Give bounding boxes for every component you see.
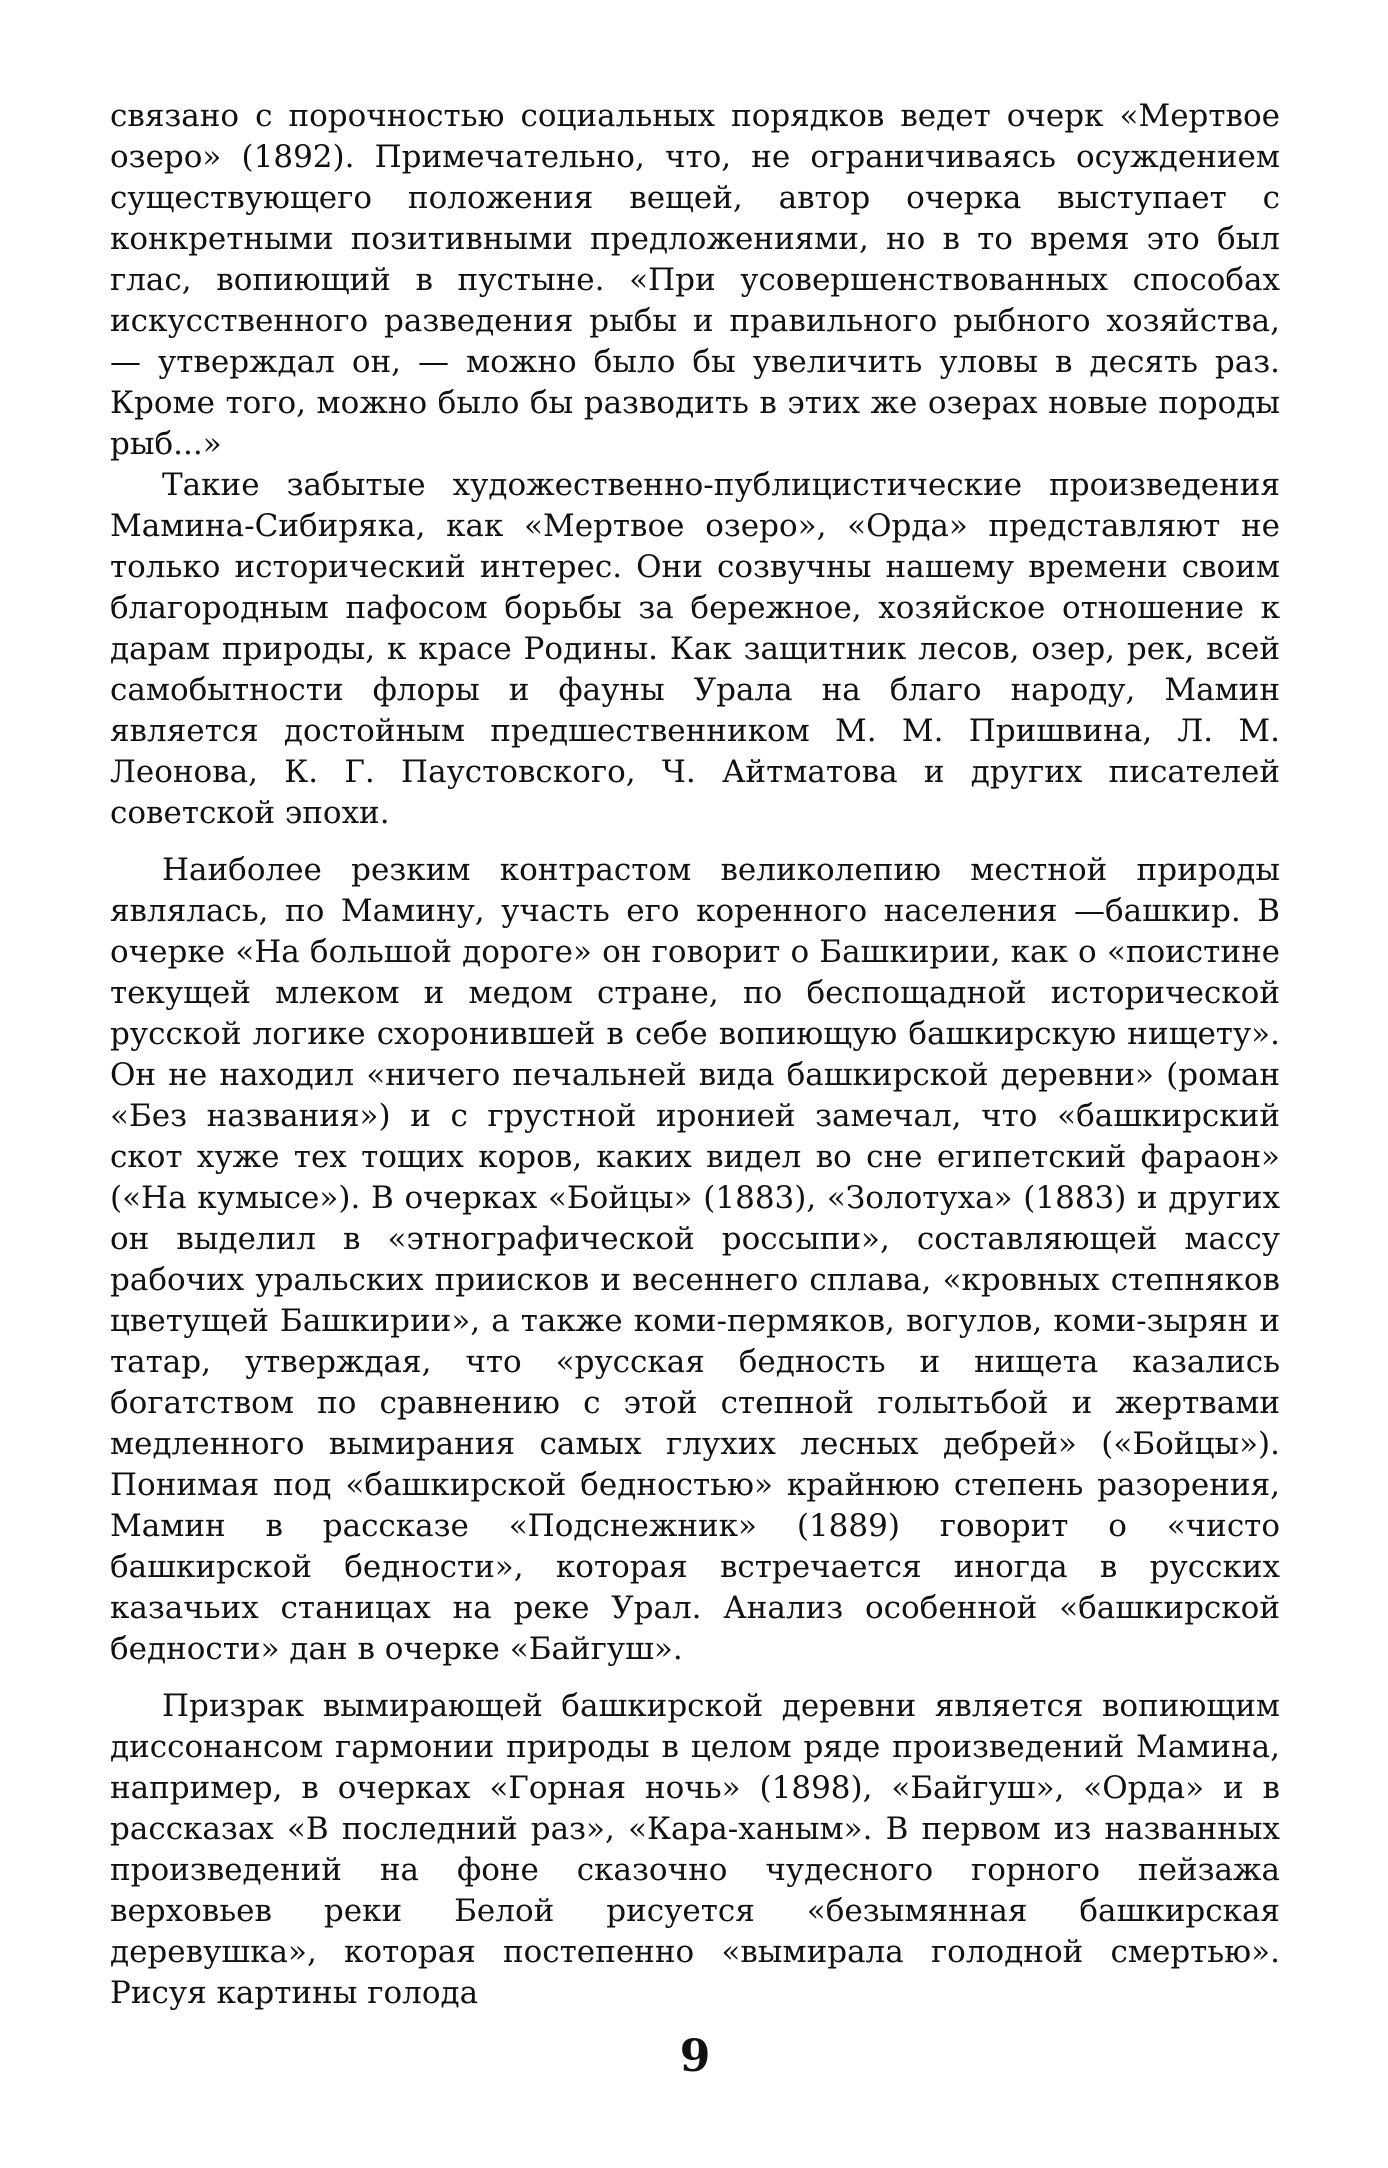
paragraph-4: Призрак вымирающей башкирской деревни является вопиющим диссонансом гармонии природы в целом ряде произведений Мамина, например, в очерках «Горная ночь» (1898), «Байгуш», «Орда» и в рассказах «В последний раз», «Кара-ханым». В первом из названных произведений на фоне сказочно чудесного горного пейзажа верховьев реки Белой рисуется «безымянная башкирская деревушка», которая постепенно «вымирала голодной смертью». Рисуя картины голода	[110, 1688, 1280, 2011]
page-body	[110, 96, 1280, 2096]
paragraph-1: связано с порочностью социальных порядков ведет очерк «Мертвое озеро» (1892). Примечательно, что, не ограничиваясь осуждением существующего положения вещей, автор очерка выступает с конкретными позитивными предложениями, но в то время это был глас, вопиющий в пустыне. «При усовершенствованных способах искусственного разведения рыбы и правильного рыбного хозяйства, — утверждал он, — можно было бы увеличить уловы в десять раз. Кроме того, можно было бы разводить в этих же озерах новые породы рыб...»	[110, 98, 1280, 462]
paragraph-3: Наиболее резким контрастом великолепию местной природы являлась, по Мамину, участь его коренного населения —башкир. В очерке «На большой дороге» он говорит о Башкирии, как о «поистине текущей млеком и медом стране, по беспощадной исторической русской логике схоронившей в себе вопиющую башкирскую нищету». Он не находил «ничего печальней вида башкирской деревни» (роман «Без названия») и с грустной иронией замечал, что «башкирский скот хуже тех тощих коров, каких видел во сне египетский фараон» («На кумысе»). В очерках «Бойцы» (1883), «Золотуха» (1883) и других он выделил в «этнографической россыпи», составляющей массу рабочих уральских приисков и весеннего сплава, «кровных степняков цветущей Башкирии», а также коми-пермяков, вогулов, коми-зырян и татар, утверждая, что «русская бедность и нищета казались богатством по сравнению с этой степной голытьбой и жертвами медленного вымирания самых глухих лесных дебрей» («Бойцы»). Понимая под «башкирской бедностью» крайнюю степень разорения, Мамин в рассказе «Подснежник» (1889) говорит о «чисто башкирской бедности», которая встречается иногда в русских казачьих станицах на реке Урал. Анализ особенной «башкирской бедности» дан в очерке «Байгуш».	[110, 852, 1280, 1667]
page-number: 9	[679, 2031, 711, 2082]
paragraph-2: Такие забытые художественно-публицистические произведения Мамина-Сибиряка, как «Мертвое озеро», «Орда» представляют не только исторический интерес. Они созвучны нашему времени своим благородным пафосом борьбы за бережное, хозяйское отношение к дарам природы, к красе Родины. Как защитник лесов, озер, рек, всей самобытности флоры и фауны Урала на благо народу, Мамин является достойным предшественником М. М. Пришвина, Л. М. Леонова, К. Г. Паустовского, Ч. Айтматова и других писателей советской эпохи.	[110, 467, 1280, 831]
